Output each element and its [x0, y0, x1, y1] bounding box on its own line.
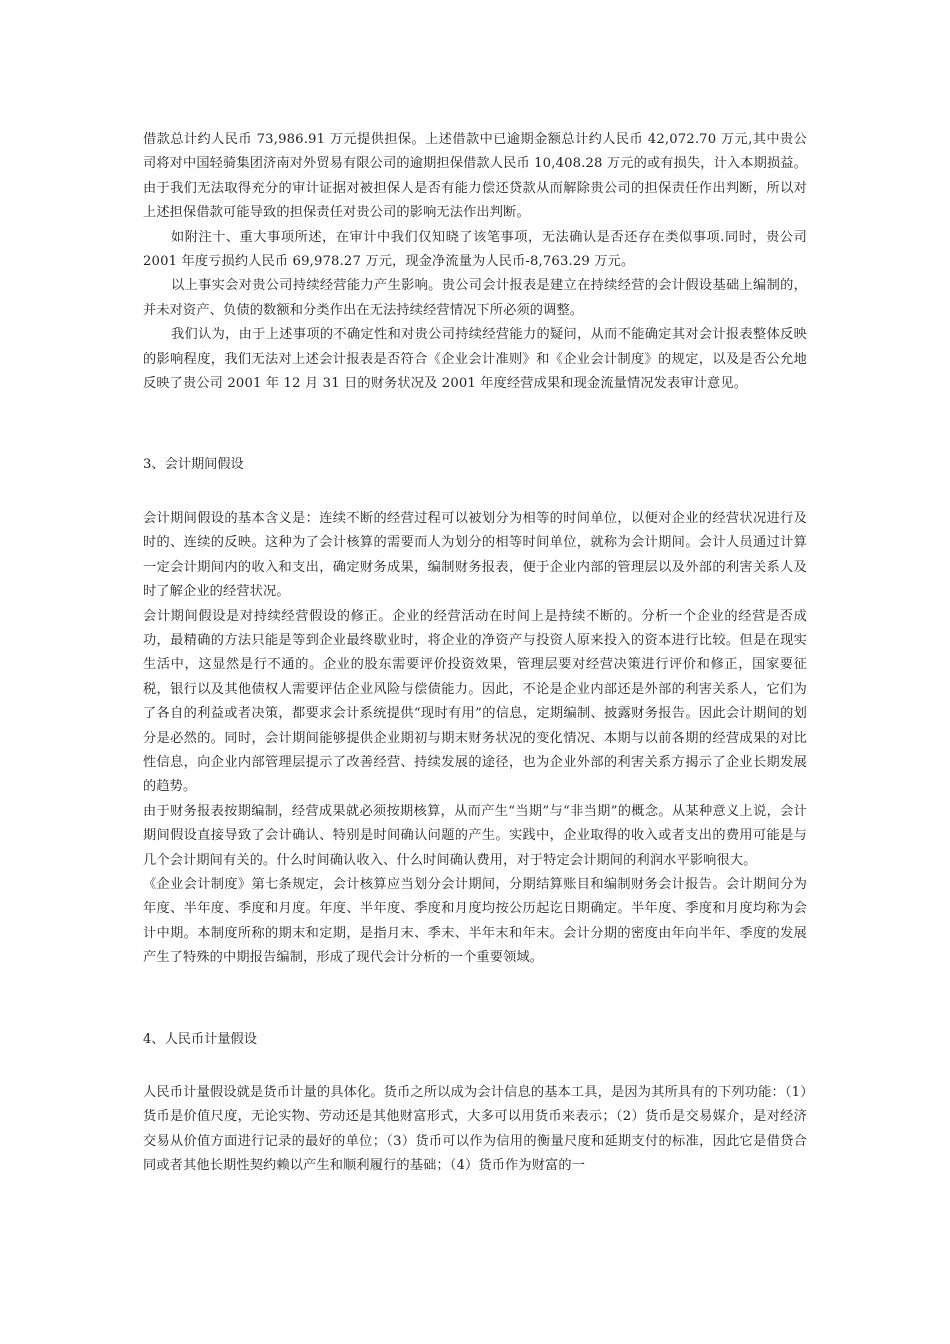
- spacer: [143, 478, 807, 507]
- spacer: [143, 1052, 807, 1081]
- intro-paragraph-4: 我们认为，由于上述事项的不确定性和对贵公司持续经营能力的疑问，从而不能确定其对会计报表整体反映的影响程度，我们无法对上述会计报表是否符合《企业会计准则》和《企业会计制度》的规定，以及是否公允地反映了贵公司 2001 年 12 月 31 日的财务状况及 2001 年度经营成果和现金流量情况发表审计意见。: [143, 327, 807, 392]
- section-4-heading: 4、人民币计量假设: [143, 1031, 257, 1047]
- section-3-paragraph-4: 《企业会计制度》第七条规定，会计核算应当划分会计期间，分期结算账目和编制财务会计报告。会计期间分为年度、半年度、季度和月度。年度、半年度、季度和月度均按公历起讫日期确定。半年度、季度和月度均称为会计中期。本制度所称的期末和定期，是指月末、季末、半年末和年末。会计分期的密度由年向半年、季度的发展产生了特殊的中期报告编制，形成了现代会计分析的一个重要领域。: [143, 876, 807, 966]
- spacer: [143, 396, 807, 453]
- intro-paragraph-1: 借款总计约人民币 73,986.91 万元提供担保。上述借款中已逾期金额总计约人民币 42,072.70 万元,其中贵公司将对中国轻骑集团济南对外贸易有限公司的逾期担保借款人民币 10,408.28 万元的或有损失，计入本期损益。由于我们无法取得充分的审计证据对被担保人是否有能力偿还贷款从而解除贵公司的担保责任作出判断，所以对上述担保借款可能导致的担保责任对贵公司的影响无法作出判断。: [143, 132, 807, 221]
- intro-paragraph-2: 如附注十、重大事项所述，在审计中我们仅知晓了该笔事项，无法确认是否还存在类似事项.同时，贵公司 2001 年度亏损约人民币 69,978.27 万元，现金净流量为人民币-8,763.29 万元。: [143, 229, 807, 270]
- spacer: [143, 971, 807, 1028]
- section-3-paragraph-3: 由于财务报表按期编制，经营成果就必须按期核算，从而产生“当期”与“非当期”的概念。从某种意义上说，会计期间假设直接导致了会计确认、特别是时间确认问题的产生。实践中，企业取得的收入或者支出的费用可能是与几个会计期间有关的。什么时间确认收入、什么时间确认费用，对于特定会计期间的利润水平影响很大。: [143, 803, 807, 868]
- section-4-paragraph-1: 人民币计量假设就是货币计量的具体化。货币之所以成为会计信息的基本工具，是因为其所具有的下列功能：（1）货币是价值尺度，无论实物、劳动还是其他财富形式，大多可以用货币来表示；（2）货币是交易媒介，是对经济交易从价值方面进行记录的最好的单位；（3）货币可以作为信用的衡量尺度和延期支付的标准，因此它是借贷合同或者其他长期性契约赖以产生和顺利履行的基础；（4）货币作为财富的一: [143, 1085, 807, 1174]
- intro-paragraph-3: 以上事实会对贵公司持续经营能力产生影响。贵公司会计报表是建立在持续经营的会计假设基础上编制的，并未对资产、负债的数额和分类作出在无法持续经营情况下所必须的调整。: [143, 278, 807, 318]
- section-3-paragraph-1: 会计期间假设的基本含义是：连续不断的经营过程可以被划分为相等的时间单位，以便对企业的经营状况进行及时的、连续的反映。这种为了会计核算的需要而人为划分的相等时间单位，就称为会计期间。会计人员通过计算一定会计期间内的收入和支出，确定财务成果，编制财务报表，便于企业内部的管理层以及外部的利害关系人及时了解企业的经营状况。: [143, 510, 807, 600]
- section-3-paragraph-2: 会计期间假设是对持续经营假设的修正。企业的经营活动在时间上是持续不断的。分析一个企业的经营是否成功，最精确的方法只能是等到企业最终歇业时，将企业的净资产与投资人原来投入的资本进行比较。但是在现实生活中，这显然是行不通的。企业的股东需要评价投资效果，管理层要对经营决策进行评价和修正，国家要征税，银行以及其他债权人需要评估企业风险与偿债能力。因此，不论是企业内部还是外部的利害关系人，它们为了各自的利益或者决策，都要求会计系统提供“现时有用”的信息，定期编制、披露财务报告。因此会计期间的划分是必然的。同时，会计期间能够提供企业期初与期末财务状况的变化情况、本期与以前各期的经营成果的对比性信息，向企业内部管理层提示了改善经营、持续发展的途径，也为企业外部的利害关系方揭示了企业长期发展的趋势。: [143, 608, 807, 795]
- section-3-heading: 3、会计期间假设: [143, 457, 244, 473]
